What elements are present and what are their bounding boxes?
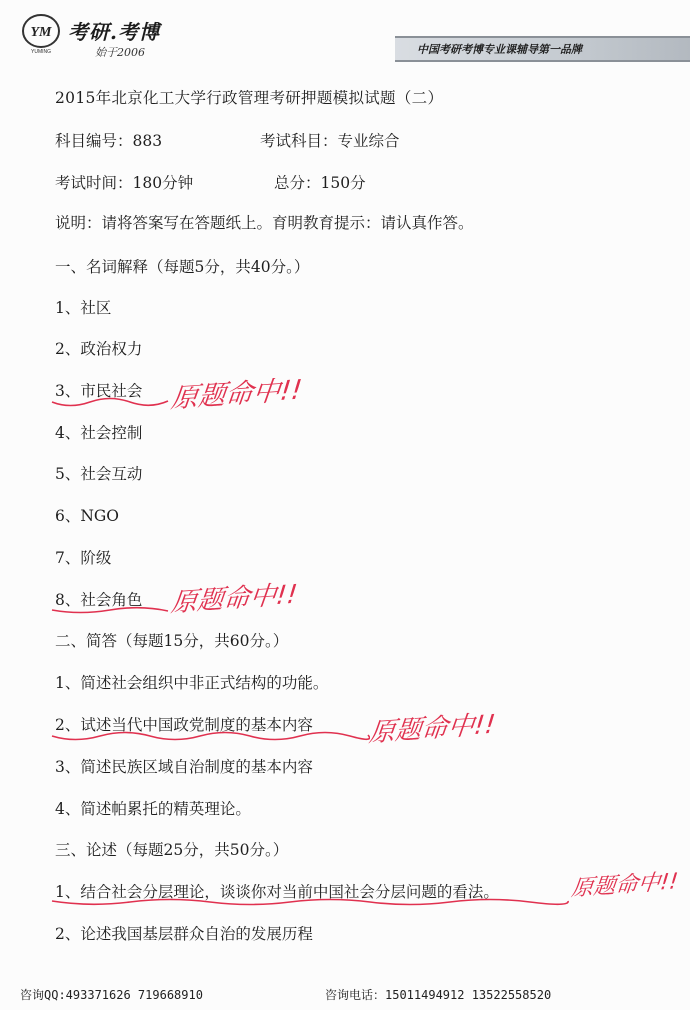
slogan-text: 中国考研考博专业课辅导第一品牌 bbox=[417, 43, 582, 56]
handwritten-annotation: 原题命中!! bbox=[367, 709, 497, 749]
exam-note: 说明：请将答案写在答题纸上。育明教育提示：请认真作答。 bbox=[55, 214, 474, 232]
question-item: 1、结合社会分层理论，谈谈你对当前中国社会分层问题的看法。 bbox=[55, 883, 499, 901]
footer-qq: 咨询QQ:493371626 719668910 bbox=[20, 988, 203, 1002]
question-item: 6、NGO bbox=[55, 507, 120, 525]
question-item: 8、社会角色 bbox=[55, 591, 143, 609]
section-heading: 一、名词解释（每题5分，共40分。） bbox=[55, 258, 310, 276]
brand-since: 始于2006 bbox=[95, 46, 145, 59]
exam-title: 2015年北京化工大学行政管理考研押题模拟试题（二） bbox=[55, 89, 444, 107]
question-item: 4、简述帕累托的精英理论。 bbox=[55, 800, 251, 818]
question-item: 1、简述社会组织中非正式结构的功能。 bbox=[55, 674, 329, 692]
exam-time: 考试时间：180分钟 bbox=[55, 174, 194, 192]
brand-logo bbox=[20, 10, 62, 56]
question-item: 3、市民社会 bbox=[55, 382, 143, 400]
handwritten-underline bbox=[50, 896, 570, 910]
question-item: 4、社会控制 bbox=[55, 424, 143, 442]
question-item: 1、社区 bbox=[55, 299, 112, 317]
question-item: 2、试述当代中国政党制度的基本内容 bbox=[55, 716, 313, 734]
footer-phone: 咨询电话：15011494912 13522558520 bbox=[325, 988, 552, 1002]
brand-name: 考研.考博 bbox=[68, 20, 160, 44]
question-item: 2、论述我国基层群众自治的发展历程 bbox=[55, 925, 313, 943]
handwritten-annotation: 原题命中!! bbox=[569, 869, 680, 902]
section-heading: 二、简答（每题15分，共60分。） bbox=[55, 632, 289, 650]
section-heading: 三、论述（每题25分，共50分。） bbox=[55, 841, 289, 859]
subject-code: 科目编号：883 bbox=[55, 132, 163, 150]
handwritten-underline bbox=[50, 396, 170, 410]
svg-text:YM: YM bbox=[30, 25, 52, 40]
question-item: 2、政治权力 bbox=[55, 340, 143, 358]
total-score: 总分：150分 bbox=[274, 174, 366, 192]
handwritten-underline bbox=[50, 605, 170, 617]
subject-name: 考试科目：专业综合 bbox=[260, 132, 400, 150]
handwritten-underline bbox=[50, 730, 370, 744]
handwritten-annotation: 原题命中!! bbox=[169, 579, 299, 619]
page-header bbox=[0, 0, 690, 72]
question-item: 5、社会互动 bbox=[55, 465, 143, 483]
question-item: 7、阶级 bbox=[55, 549, 112, 567]
slogan-bar bbox=[395, 36, 690, 62]
question-item: 3、简述民族区域自治制度的基本内容 bbox=[55, 758, 313, 776]
handwritten-annotation: 原题命中!! bbox=[169, 374, 304, 415]
svg-text:YUMING: YUMING bbox=[31, 49, 51, 55]
